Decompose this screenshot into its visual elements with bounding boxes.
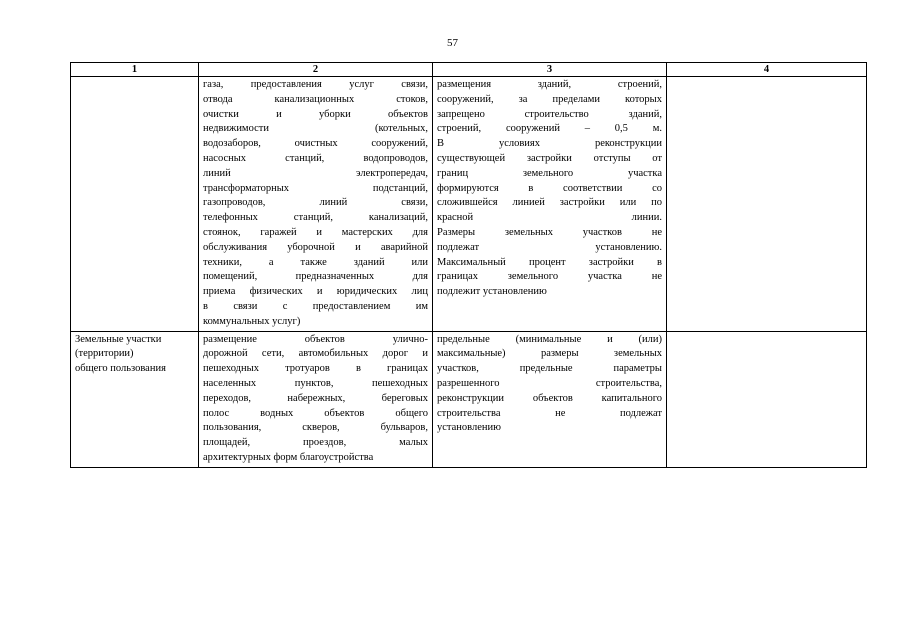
cell-text-line: населенных пунктов, пешеходных xyxy=(203,377,428,389)
cell-text-line: телефонных станций, канализаций, xyxy=(203,212,428,224)
cell-text-line: пешеходных тротуаров в границах xyxy=(203,363,428,375)
cell-text-line: существующей застройки отступы от xyxy=(437,152,662,164)
cell-text-line: подлежит установлению xyxy=(437,286,547,298)
cell-text-line: водозаборов, очистных сооружений, xyxy=(203,138,428,150)
page-number: 57 xyxy=(447,37,458,49)
cell-text-line: красной линии. xyxy=(437,212,662,224)
cell-text-line: Земельные участки xyxy=(75,333,162,345)
cell-text-line: отвода канализационных стоков, xyxy=(203,93,428,105)
cell-text-line: разрешенного строительства, xyxy=(437,377,662,389)
table-cell-col3 xyxy=(433,77,667,332)
cell-text-line: максимальные) размеры земельных xyxy=(437,348,662,360)
cell-text-line: строительства не подлежат xyxy=(437,407,662,419)
cell-text-line: полос водных объектов общего xyxy=(203,407,428,419)
column-header-4: 4 xyxy=(667,63,867,77)
cell-text-line: Максимальный процент застройки в xyxy=(437,256,662,268)
cell-text-line: размещения зданий, строений, xyxy=(437,79,662,90)
table-header-row xyxy=(71,63,867,77)
cell-text-line: подлежат установлению. xyxy=(437,241,662,253)
table-cell-col2 xyxy=(199,331,433,467)
cell-text-line: предельные (минимальные и (или) xyxy=(437,333,662,345)
cell-text-line: дорожной сети, автомобильных дорог и xyxy=(203,348,428,360)
column-header-1: 1 xyxy=(71,63,199,77)
column-header-2: 2 xyxy=(199,63,433,77)
cell-text-line: в связи с предоставлением им xyxy=(203,300,428,312)
table-cell-col1 xyxy=(71,331,199,467)
table-cell-col4 xyxy=(667,331,867,467)
cell-text-line: недвижимости (котельных, xyxy=(203,123,428,135)
cell-text-line: участков, предельные параметры xyxy=(437,363,662,375)
cell-text-line: реконструкции объектов капитального xyxy=(437,392,662,404)
column-header-3: 3 xyxy=(433,63,667,77)
cell-text-line: сооружений, за пределами которых xyxy=(437,93,662,105)
table-row xyxy=(71,77,867,332)
table-cell-col1 xyxy=(71,77,199,332)
cell-text-line: сложившейся линией застройки или по xyxy=(437,197,662,209)
cell-text-line: общего пользования xyxy=(75,363,166,375)
cell-text-line: газопроводов, линий связи, xyxy=(203,197,428,209)
cell-text-line: площадей, проездов, малых xyxy=(203,437,428,449)
cell-text-line: коммунальных услуг) xyxy=(203,315,301,327)
cell-text-line: стоянок, гаражей и мастерских для xyxy=(203,226,428,238)
cell-text-line: очистки и уборки объектов xyxy=(203,108,428,120)
cell-text-line: установлению xyxy=(437,422,501,434)
table-cell-col2 xyxy=(199,77,433,332)
table-row xyxy=(71,331,867,467)
table-cell-col3 xyxy=(433,331,667,467)
cell-text-line: архитектурных форм благоустройства xyxy=(203,451,374,463)
cell-text-line: газа, предоставления услуг связи, xyxy=(203,79,428,90)
cell-text-line: переходов, набережных, береговых xyxy=(203,392,428,404)
cell-text-line: границах земельного участка не xyxy=(437,271,662,283)
cell-text-line: помещений, предназначенных для xyxy=(203,271,428,283)
cell-text-line: Размеры земельных участков не xyxy=(437,226,662,238)
cell-text-line: (территории) xyxy=(75,348,134,360)
cell-text-line: насосных станций, водопроводов, xyxy=(203,152,428,164)
cell-text-line: обслуживания уборочной и аварийной xyxy=(203,241,428,253)
regulations-table xyxy=(70,62,867,468)
cell-text-line: формируются в соответствии со xyxy=(437,182,662,194)
cell-text-line: запрещено строительство зданий, xyxy=(437,108,662,120)
cell-text-line: строений, сооружений – 0,5 м. xyxy=(437,123,662,135)
cell-text-line: В условиях реконструкции xyxy=(437,138,662,150)
table-cell-col4 xyxy=(667,77,867,332)
cell-text-line: размещение объектов улично- xyxy=(203,333,428,345)
cell-text-line: границ земельного участка xyxy=(437,167,662,179)
cell-text-line: пользования, скверов, бульваров, xyxy=(203,422,428,434)
cell-text-line: трансформаторных подстанций, xyxy=(203,182,428,194)
cell-text-line: приема физических и юридических лиц xyxy=(203,286,428,298)
cell-text-line: линий электропередач, xyxy=(203,167,428,179)
cell-text-line: техники, а также зданий или xyxy=(203,256,428,268)
